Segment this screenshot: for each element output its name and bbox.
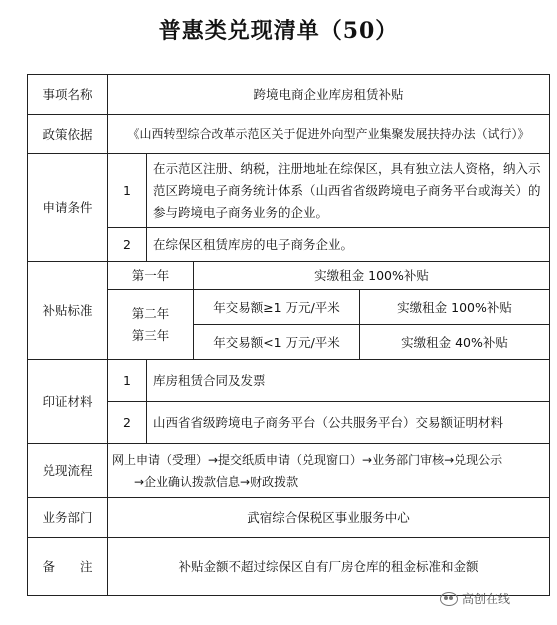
material-1-num: 1 [108,360,147,402]
remarks-value: 补贴金额不超过综保区自有厂房仓库的租金标准和金额 [108,538,550,596]
row-remarks [28,538,550,596]
tier-high-condition: 年交易额≥1 万元/平米 [194,290,360,325]
material-2-text: 山西省省级跨境电子商务平台（公共服务平台）交易额证明材料 [147,402,550,444]
first-year-value: 实缴租金 100%补贴 [194,262,550,290]
second-third-year-label [108,290,194,360]
condition-2-text: 在综保区租赁库房的电子商务企业。 [147,228,550,262]
tier-low-condition: 年交易额<1 万元/平米 [194,325,360,360]
row-material-1 [28,360,550,402]
second-year-label: 第二年 [131,305,170,321]
row-policy [28,115,550,154]
process-line-2: →企业确认拨款信息→财政拨款 [134,474,299,489]
process-line-1: 网上申请（受理）→提交纸质申请（兑现窗口）→业务部门审核→兑现公示 [112,452,503,467]
materials-label: 印证材料 [28,360,108,444]
wechat-icon [440,592,458,606]
row-standard-first-year [28,262,550,290]
row-process [28,444,550,498]
policy-label: 政策依据 [28,115,108,154]
third-year-label: 第三年 [131,327,170,343]
watermark [440,590,510,607]
item-name-label: 事项名称 [28,75,108,115]
department-label: 业务部门 [28,498,108,538]
condition-2-num: 2 [108,228,147,262]
first-year-label: 第一年 [108,262,194,290]
material-2-num: 2 [108,402,147,444]
conditions-label: 申请条件 [28,154,108,262]
page-title: 普惠类兑现清单（50） [158,18,399,44]
row-item-name [28,75,550,115]
condition-1-num: 1 [108,154,147,228]
item-name-value: 跨境电商企业库房租赁补贴 [108,75,550,115]
process-value [108,444,550,498]
policy-table [27,74,550,596]
row-condition-1 [28,154,550,228]
process-label: 兑现流程 [28,444,108,498]
policy-value: 《山西转型综合改革示范区关于促进外向型产业集聚发展扶持办法（试行）》 [108,115,550,154]
standard-label: 补贴标准 [28,262,108,360]
department-value: 武宿综合保税区事业服务中心 [108,498,550,538]
row-department [28,498,550,538]
condition-1-text: 在示范区注册、纳税，注册地址在综保区，具有独立法人资格，纳入示范区跨境电子商务统计体系（山西省省级跨境电子商务平台或海关）的参与跨境电子商务业务的企业。 [147,154,550,228]
remarks-label: 备 注 [28,538,108,596]
material-1-text: 库房租赁合同及发票 [147,360,550,402]
tier-low-value: 实缴租金 40%补贴 [360,325,550,360]
watermark-text: 高创在线 [462,592,511,606]
tier-high-value: 实缴租金 100%补贴 [360,290,550,325]
